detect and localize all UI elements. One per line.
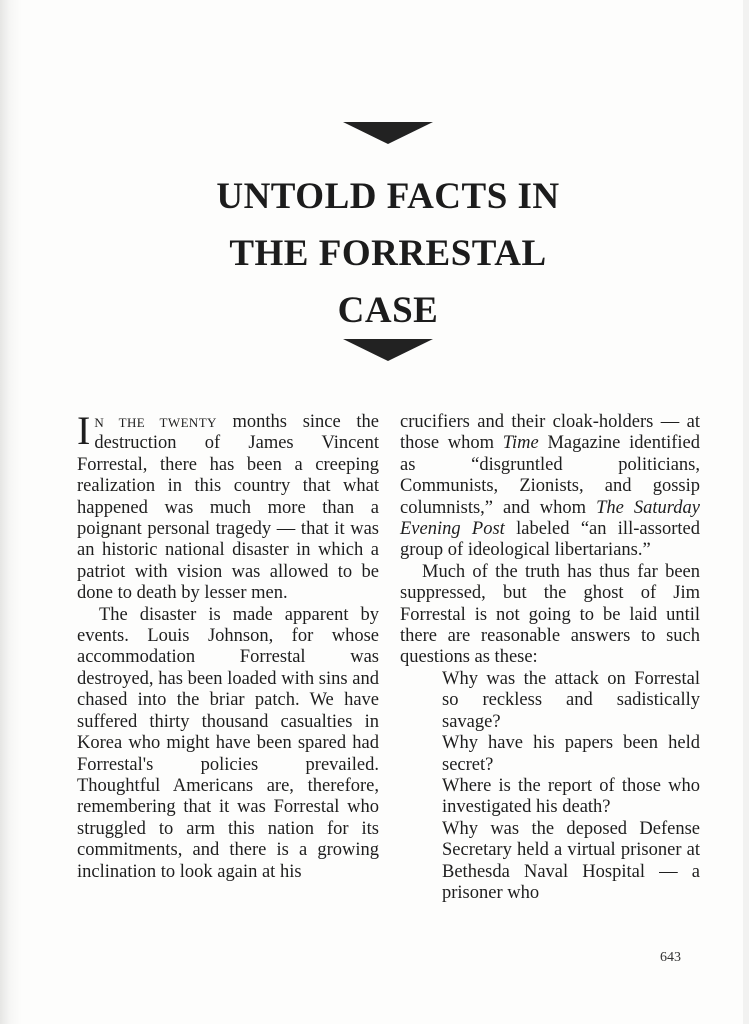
left-paragraph-1	[77, 408, 380, 605]
title-line-3: CASE	[337, 290, 439, 331]
page-left-edge	[0, 0, 22, 1024]
bottom-triangle-ornament	[343, 339, 433, 361]
title-line-1: UNTOLD FACTS IN	[216, 176, 560, 217]
question-1: Why was the attack on Forrestal so reckless and sadistically savage?	[442, 668, 700, 732]
right-paragraph-1-part-b: Magazine identified as “disgruntled politicians, Communists, Zionists, and gossip columnists,” and whom	[400, 433, 700, 518]
time-magazine-name: Time	[502, 433, 539, 454]
drop-cap: I	[77, 408, 91, 453]
right-paragraph-2: Much of the truth has thus far been suppressed, but the ghost of Jim Forrestal is not going to be laid until there are reasonable answers to such questions as these:	[400, 561, 700, 668]
question-3: Where is the report of those who investigated his death?	[442, 775, 700, 818]
left-paragraph-2: The disaster is made apparent by events. Louis Johnson, for whose accommodation Forrestal was destroyed, has been loaded with sins and chased into the briar patch. We have suffered thirty thousand casualties in Korea who might have been spared had Forrestal's policies prevailed. Thoughtful Americans are, therefore, remembering that it was Forrestal who struggled to arm this nation for its commitments, and there is a growing inclination to look again at his	[77, 604, 379, 882]
question-2: Why have his papers been held secret?	[442, 733, 700, 775]
right-paragraph-1	[400, 412, 700, 562]
article-title	[150, 168, 626, 339]
question-4: Why was the deposed Defense Secretary held a virtual prisoner at Bethesda Naval Hospital — a prisoner who	[442, 818, 700, 903]
top-triangle-ornament	[343, 122, 433, 144]
right-paragraph-1-part-a: crucifiers and their cloak-holders — at those whom	[400, 412, 700, 454]
title-line-2: THE FORRESTAL	[229, 233, 547, 274]
left-column	[77, 408, 380, 883]
saturday-evening-post-name: The Saturday Evening Post	[400, 497, 700, 540]
opening-small-caps: N THE TWENTY	[94, 415, 217, 430]
right-paragraph-1-part-c: labeled “an ill-assorted group of ideological libertarians.”	[400, 519, 700, 561]
left-paragraph-1-text: months since the destruction of James Vincent Forrestal, there has been a creeping realization in this country that what happened was much more than a poignant personal tragedy — that it was an historic national disaster in which a patriot with vision was allowed to be done to death by lesser men.	[77, 412, 380, 604]
page-number: 643	[660, 950, 681, 965]
right-column	[400, 412, 700, 904]
page-right-edge	[743, 0, 749, 1024]
